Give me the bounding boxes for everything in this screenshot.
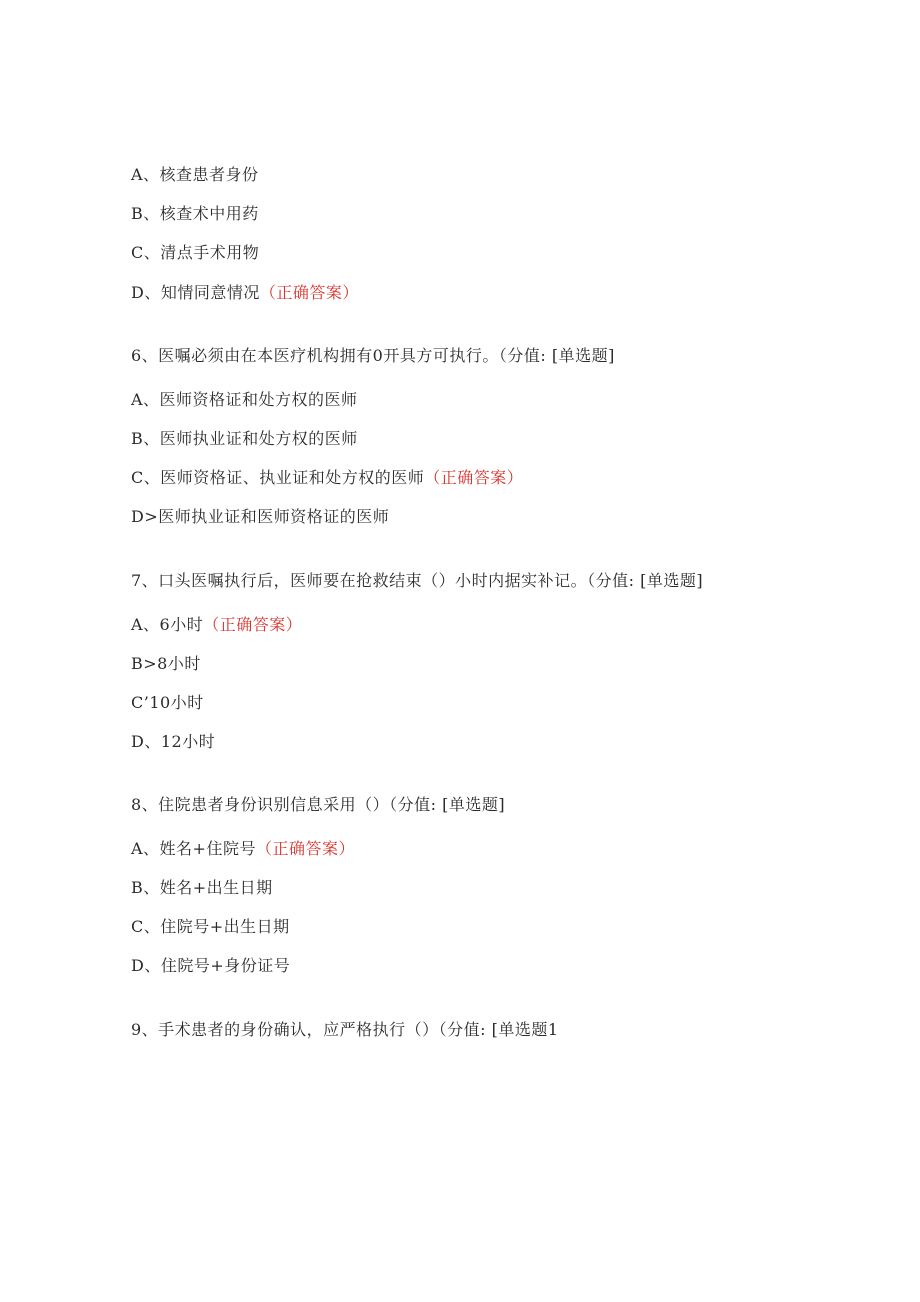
q7-option-b — [131, 653, 201, 675]
q6-option-c — [131, 467, 523, 489]
question-text: 9、手术患者的身份确认，应严格执行（）（分值: [单选题1 — [131, 1020, 559, 1039]
q5-option-a — [131, 164, 259, 186]
option-text: A、姓名+住院号 — [131, 839, 256, 858]
q5-option-b — [131, 203, 259, 225]
q6-option-d — [131, 506, 389, 528]
q7-option-c — [131, 692, 204, 714]
option-text: A、核查患者身份 — [131, 165, 259, 184]
question-6 — [131, 345, 615, 367]
option-text: C、医师资格证、执业证和处方权的医师 — [131, 468, 425, 487]
option-text: C、住院号+出生日期 — [131, 917, 290, 936]
option-text: D>医师执业证和医师资格证的医师 — [131, 507, 390, 526]
question-7 — [131, 570, 703, 592]
q8-option-a — [131, 838, 355, 860]
q8-option-c — [131, 916, 290, 938]
q5-option-d — [131, 282, 359, 304]
option-text: B、核查术中用药 — [131, 204, 259, 223]
q6-option-a — [131, 389, 358, 411]
option-text: A、6小时 — [131, 615, 204, 634]
question-text: 7、口头医嘱执行后，医师要在抢救结束（）小时内据实补记。（分值: [单选题] — [131, 571, 704, 590]
option-text: C’10小时 — [131, 693, 204, 712]
correct-answer-tag: （正确答案） — [424, 468, 524, 487]
q7-option-a — [131, 614, 302, 636]
option-text: A、医师资格证和处方权的医师 — [131, 390, 358, 409]
option-text: B、医师执业证和处方权的医师 — [131, 429, 358, 448]
q8-option-d — [131, 955, 290, 977]
q8-option-b — [131, 877, 273, 899]
correct-answer-tag: （正确答案） — [259, 283, 359, 302]
q7-option-d — [131, 731, 215, 753]
question-text: 8、住院患者身份识别信息采用（）（分值: [单选题] — [131, 795, 506, 814]
option-text: C、清点手术用物 — [131, 243, 260, 262]
option-text: D、住院号+身份证号 — [131, 956, 291, 975]
question-9 — [131, 1019, 559, 1041]
option-text: D、12小时 — [131, 732, 216, 751]
question-8 — [131, 794, 505, 816]
correct-answer-tag: （正确答案） — [203, 615, 303, 634]
question-text: 6、医嘱必须由在本医疗机构拥有0开具方可执行。（分值: [单选题] — [131, 346, 615, 365]
q5-option-c — [131, 242, 259, 264]
q6-option-b — [131, 428, 358, 450]
option-text: D、知情同意情况 — [131, 283, 260, 302]
option-text: B、姓名+出生日期 — [131, 878, 273, 897]
option-text: B>8小时 — [131, 654, 201, 673]
correct-answer-tag: （正确答案） — [255, 839, 355, 858]
